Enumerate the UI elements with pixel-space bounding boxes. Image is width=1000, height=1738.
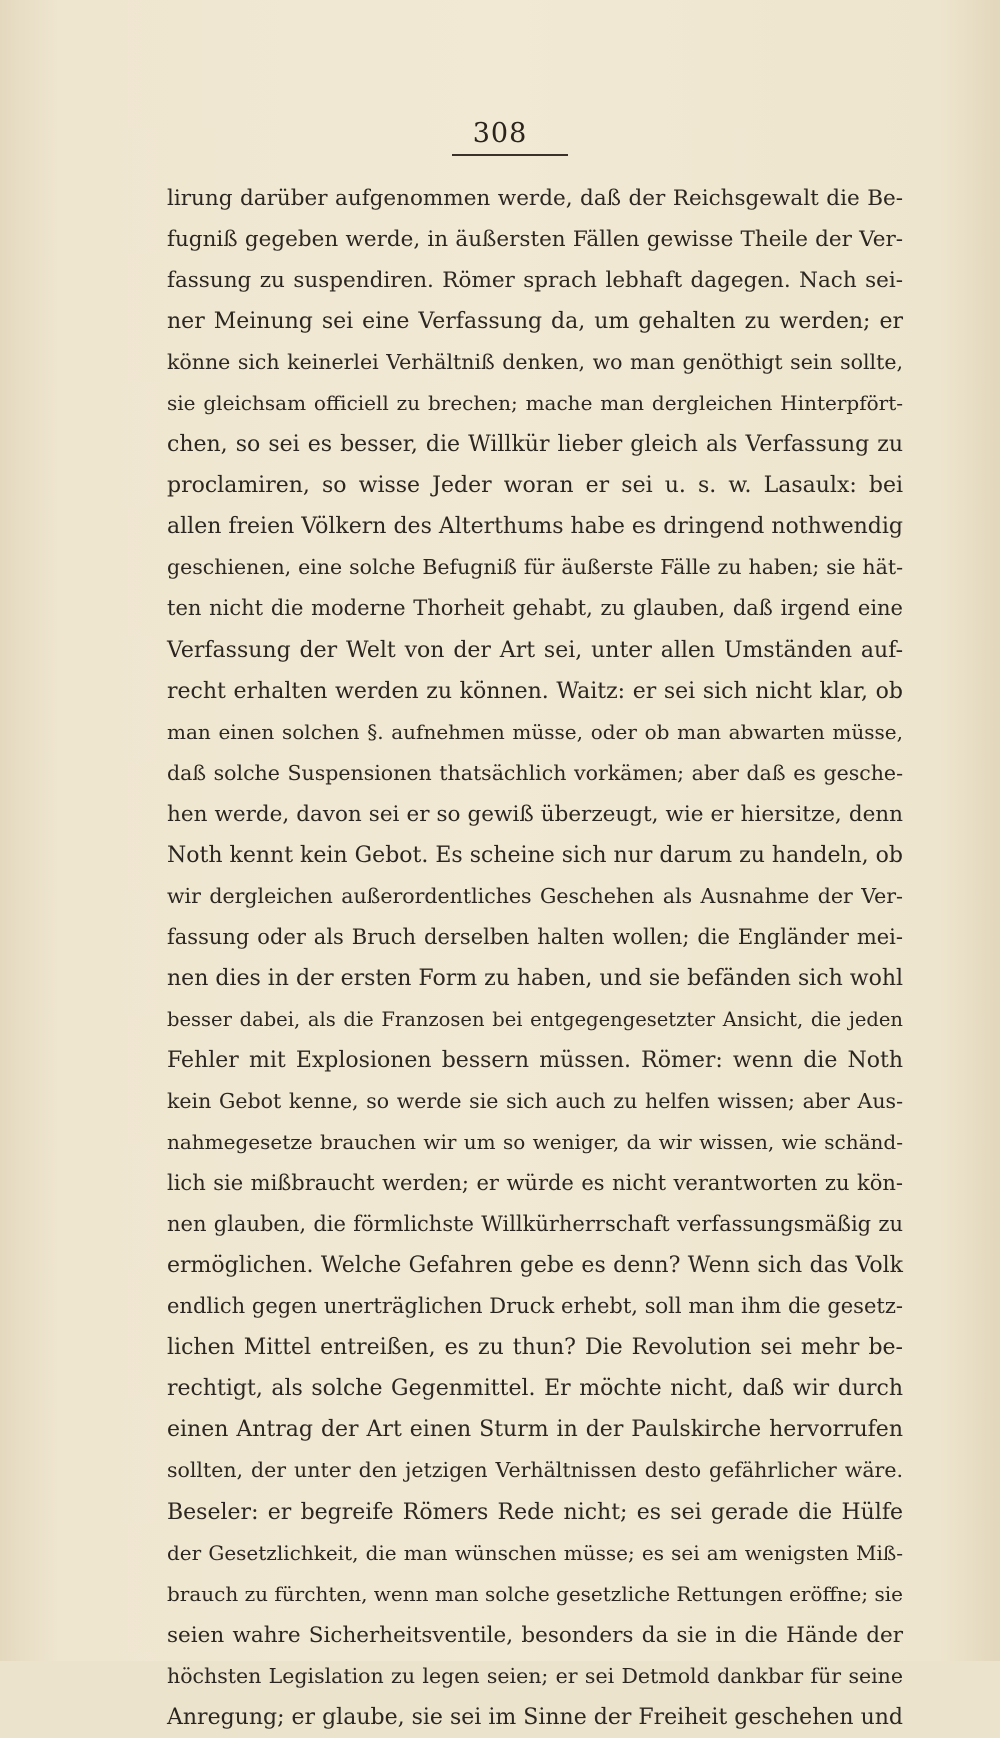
text-line: Beseler: er begreife Römers Rede nicht; es sei gerade die Hülfe (167, 1499, 903, 1525)
text-line: einen Antrag der Art einen Sturm in der Paulskirche hervorrufen (167, 1417, 903, 1443)
text-line: kein Gebot kenne, so werde sie sich auch zu helfen wissen; aber Aus- (167, 1089, 903, 1114)
text-line: Anregung; er glaube, sie sei im Sinne der Freiheit geschehen und (167, 1704, 903, 1730)
text-line: besser dabei, als die Franzosen bei entgegengesetzter Ansicht, die jeden (167, 1007, 903, 1031)
text-line: ten nicht die moderne Thorheit gehabt, zu glauben, daß irgend eine (167, 596, 903, 621)
body-text (167, 178, 903, 1738)
text-line: Noth kennt kein Gebot. Es scheine sich nur darum zu handeln, ob (167, 842, 903, 868)
text-line: daß solche Suspensionen thatsächlich vorkämen; aber daß es gesche- (167, 760, 903, 785)
text-line: rechtigt, als solche Gegenmittel. Er möchte nicht, daß wir durch (167, 1376, 903, 1402)
text-line: wir dergleichen außerordentliches Geschehen als Ausnahme der Ver- (167, 883, 903, 908)
text-line: allen freien Völkern des Alterthums habe es dringend nothwendig (167, 514, 903, 540)
text-line: ermöglichen. Welche Gefahren gebe es denn? Wenn sich das Volk (167, 1253, 903, 1279)
text-line: fugniß gegeben werde, in äußersten Fällen gewisse Theile der Ver- (167, 227, 903, 253)
text-line: der Gesetzlichkeit, die man wünschen müsse; es sei am wenigsten Miß- (167, 1540, 903, 1565)
text-line: könne sich keinerlei Verhältniß denken, wo man genöthigt sein sollte, (167, 350, 903, 375)
text-line: lichen Mittel entreißen, es zu thun? Die Revolution sei mehr be- (167, 1335, 903, 1361)
text-line: sie gleichsam officiell zu brechen; mache man dergleichen Hinterpfört- (167, 391, 903, 416)
text-line: fassung oder als Bruch derselben halten wollen; die Engländer mei- (167, 924, 903, 949)
text-line: seien wahre Sicherheitsventile, besonders da sie in die Hände der (167, 1622, 903, 1648)
text-line: hen werde, davon sei er so gewiß überzeugt, wie er hiersitze, denn (167, 801, 903, 827)
text-line: Fehler mit Explosionen bessern müssen. Römer: wenn die Noth (167, 1047, 903, 1073)
text-line: recht erhalten werden zu können. Waitz: er sei sich nicht klar, ob (167, 678, 903, 704)
text-line: fassung zu suspendiren. Römer sprach lebhaft dagegen. Nach sei- (167, 268, 903, 294)
text-line: Verfassung der Welt von der Art sei, unter allen Umständen auf- (167, 637, 903, 663)
text-line: nahmegesetze brauchen wir um so weniger, da wir wissen, wie schänd- (167, 1130, 903, 1155)
text-line: ner Meinung sei eine Verfassung da, um gehalten zu werden; er (167, 309, 903, 335)
text-line: höchsten Legislation zu legen seien; er sei Detmold dankbar für seine (167, 1663, 903, 1688)
text-line: nen dies in der ersten Form zu haben, und sie befänden sich wohl (167, 965, 904, 991)
text-line: brauch zu fürchten, wenn man solche gesetzliche Rettungen eröffne; sie (167, 1581, 903, 1606)
text-line: nen glauben, die förmlichste Willkürherrschaft verfassungsmäßig zu (167, 1212, 903, 1237)
text-line: sollten, der unter den jetzigen Verhältnissen desto gefährlicher wäre. (167, 1458, 903, 1483)
text-line: lirung darüber aufgenommen werde, daß der Reichsgewalt die Be- (167, 186, 903, 211)
text-line: proclamiren, so wisse Jeder woran er sei u. s. w. Lasaulx: bei (167, 473, 903, 499)
page-number: 308 (472, 118, 528, 149)
text-line: geschienen, eine solche Befugniß für äußerste Fälle zu haben; sie hät- (167, 555, 903, 580)
text-line: endlich gegen unerträglichen Druck erhebt, soll man ihm die gesetz- (167, 1294, 903, 1319)
text-line: chen, so sei es besser, die Willkür lieber gleich als Verfassung zu (167, 432, 903, 458)
text-line: lich sie mißbraucht werden; er würde es nicht verantworten zu kön- (167, 1171, 903, 1196)
header-rule (452, 154, 568, 156)
text-line: man einen solchen §. aufnehmen müsse, oder ob man abwarten müsse, (167, 719, 903, 744)
